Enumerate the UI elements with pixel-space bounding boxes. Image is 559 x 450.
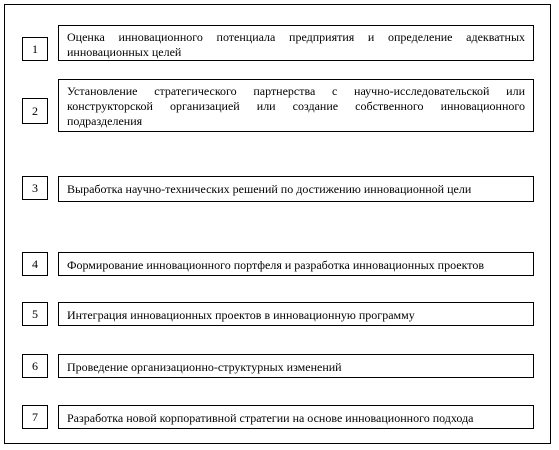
diagram-frame [4,4,551,444]
step-5-box: Интеграция инновационных проектов в инновационную программу [58,302,534,326]
step-4-number: 4 [22,252,48,276]
step-3-number: 3 [22,176,48,200]
step-7-number: 7 [22,405,48,429]
step-1-box: Оценка инновационного потенциала предприятия и определение адекватных инновационных целей [58,25,534,61]
step-6-box: Проведение организационно-структурных изменений [58,354,534,378]
step-2-box: Установление стратегического партнерства с научно-исследовательской или конструкторской организацией или создание собственного инновационного подразделения [58,79,534,132]
step-3-box: Выработка научно-технических решений по достижению инновационной цели [58,176,534,202]
step-6-number: 6 [22,354,48,378]
step-4-box: Формирование инновационного портфеля и разработка инновационных проектов [58,252,534,276]
step-5-number: 5 [22,302,48,326]
step-2-number: 2 [22,98,48,124]
step-7-box: Разработка новой корпоративной стратегии на основе инновационного подхода [58,405,534,429]
step-1-number: 1 [22,37,48,61]
